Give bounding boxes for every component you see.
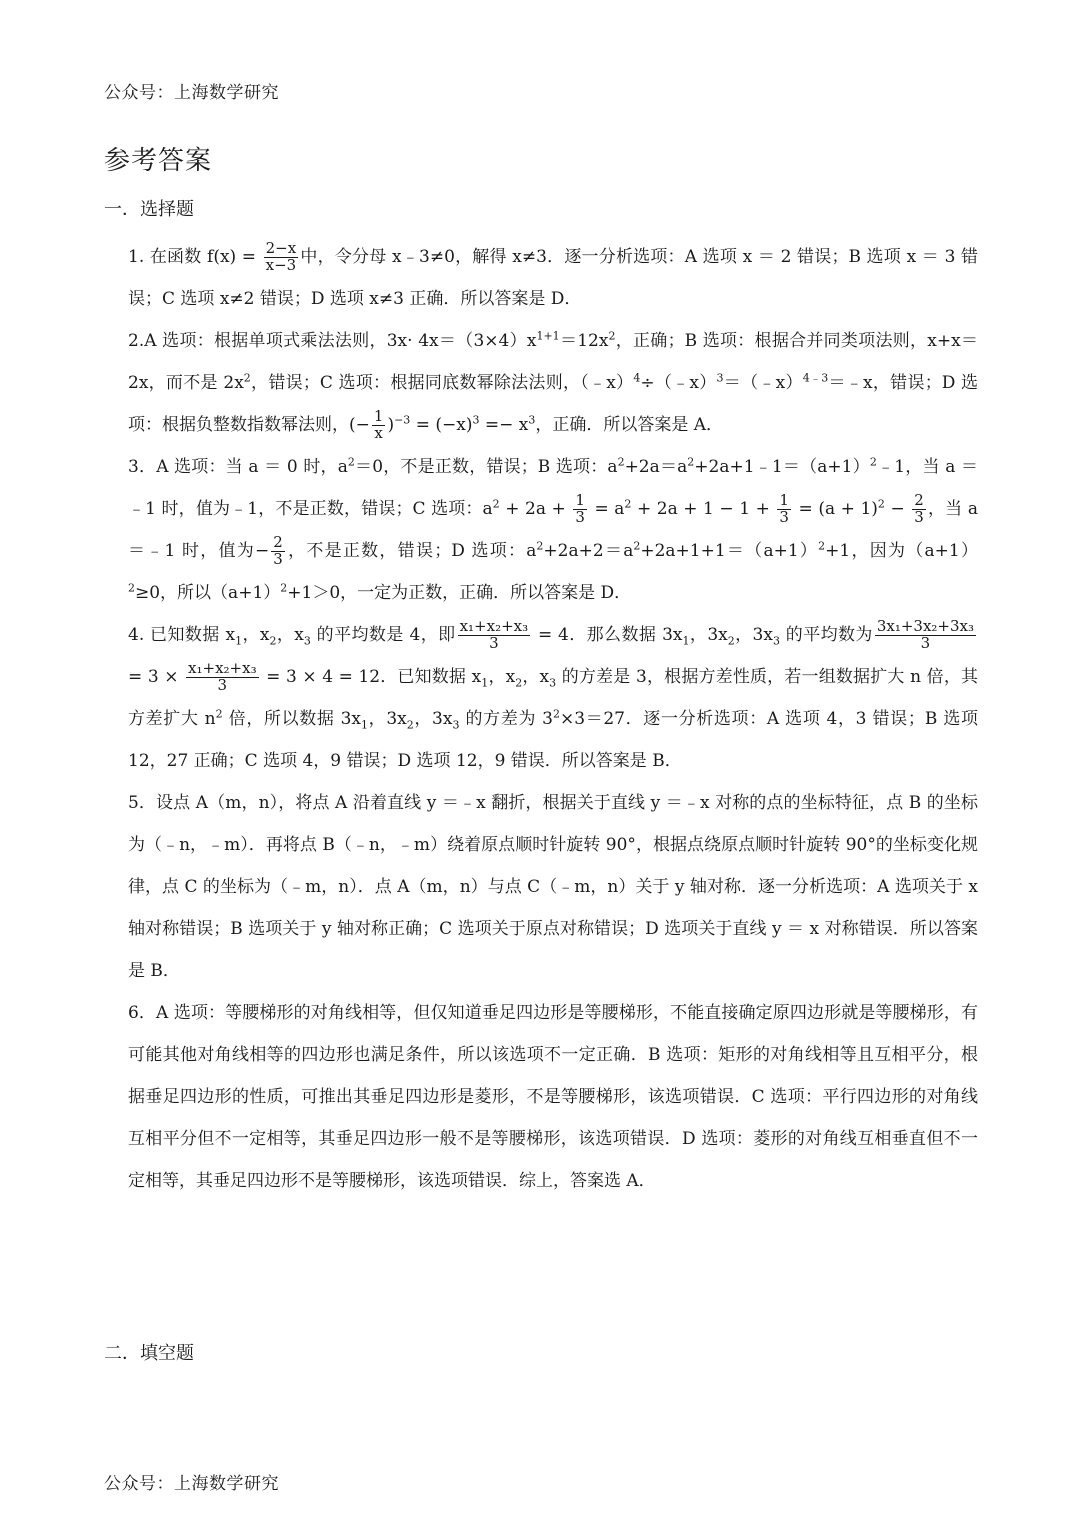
page-header: 公众号：上海数学研究 xyxy=(104,83,279,103)
fraction: $\frac{\text{3x₁+3x₂+3x₃}}{3}$ xyxy=(876,617,975,652)
fraction: $\frac{2}{3}$ xyxy=(914,491,924,526)
fraction: $\frac{1}{3}$ xyxy=(779,491,789,526)
page-footer: 公众号：上海数学研究 xyxy=(104,1474,279,1494)
answer-5: 5．设点 A（m，n），将点 A 沿着直线 y ＝﹣x 翻折，根据关于直线 y ＝﹣x 对称的点的坐标特征，点 B 的坐标为（﹣n，﹣m）．再将点 B（﹣n，﹣m）绕着原点顺时针旋转 90°，根据点绕原点顺时针旋转 90°的坐标变化规律，点 C 的坐标为（﹣m，n）．点 A（m，n）与点 C（﹣m，n）关于 y 轴对称．逐一分析选项：A 选项关于 x 轴对称错误；B 选项关于 y 轴对称正确；C 选项关于原点对称错误；D 选项关于直线 y ＝ x 对称错误．所以答案是 B． xyxy=(128,793,978,981)
fraction: $\frac{1}{3}$ xyxy=(575,491,585,526)
answer-3: 3．A 选项：当 a ＝ 0 时，$a^2=0$，不是正数，错误；B 选项：$a^2+2a=a^2+2a+1﹣1=(a+1)^2﹣1$，当 a ＝﹣1 时，值为﹣1，不是正数，错误；C 选项：$a^2 + 2a$ + $\frac{1}{3}$ = $a^2 + 2a + 1 - 1$ + $\frac{1}{3}$ = $(a + 1)^2$ − $\frac{2}{3}$ ，当 a ＝﹣1 时，值为− $\frac{2}{3}$ ，不是正数，错误；D 选项：$a^2+2a+2=a^2+2a+1+1=(a+1)^2+1$，因为$(a+1)^2\ge 0$，所以$(a+1)^2+1>0$，一定为正数，正确．所以答案是 D． xyxy=(128,455,978,603)
answer-4: 4. 已知数据 $x_1$，$x_2$，$x_3$ 的平均数是 4，即 $\frac{\text{x₁+x₂+x₃}}{3}$ = 4．那么数据 $3x_1$，$3x_2$，$3x_3$ 的平均数为 $\frac{\text{3x₁+3x₂+3x₃}}{3}$ = 3 × $\frac{\text{x₁+x₂+x₃}}{3}$ = 3 × 4 = 12．已知数据 $x_1$，$x_2$，$x_3$ 的方差是 3，根据方差性质，若一组数据扩大 n 倍，其方差扩大 $n^2$ 倍，所以数据 $3x_1$，$3x_2$，$3x_3$ 的方差为 $3^2\times 3=27$．逐一分析选项：A 选项 4，3 错误；B 选项 12，27 正确；C 选项 4，9 错误；D 选项 12，9 错误．所以答案是 B． xyxy=(128,617,979,771)
fraction: $\frac{\text{x₁+x₂+x₃}}{3}$ xyxy=(188,659,257,694)
section-heading-choice: 一．选择题 xyxy=(104,199,194,220)
fraction: $\frac{1}{x}$ xyxy=(373,407,384,442)
section-heading-fill: 二．填空题 xyxy=(104,1343,194,1364)
answer-1: 1. 在函数 f(x) = $\frac{2-x}{x-3}$ 中，令分母 x﹣3≠0，解得 x≠3．逐一分析选项：A 选项 x ＝ 2 错误；B 选项 x ＝ 3 错误；C 选项 x≠2 错误；D 选项 x≠3 正确．所以答案是 D． xyxy=(128,239,978,309)
fraction: $\frac{2-x}{x-3}$ xyxy=(265,239,297,274)
page-title: 参考答案 xyxy=(104,146,213,176)
fraction: $\frac{\text{x₁+x₂+x₃}}{3}$ xyxy=(459,617,529,652)
answer-body xyxy=(128,236,978,1202)
answer-6: 6．A 选项：等腰梯形的对角线相等，但仅知道垂足四边形是等腰梯形，不能直接确定原四边形就是等腰梯形，有可能其他对角线相等的四边形也满足条件，所以该选项不一定正确．B 选项：矩形的对角线相等且互相平分，根据垂足四边形的性质，可推出其垂足四边形是菱形，不是等腰梯形，该选项错误．C 选项：平行四边形的对角线互相平分但不一定相等，其垂足四边形一般不是等腰梯形，该选项错误．D 选项：菱形的对角线互相垂直但不一定相等，其垂足四边形不是等腰梯形，该选项错误．综上，答案选 A． xyxy=(128,1003,978,1191)
fraction: $\frac{2}{3}$ xyxy=(273,533,283,568)
answer-2: 2.A 选项：根据单项式乘法法则，$3x\cdot 4x=(3\times 4)x^{1+1}=12x^2$，正确；B 选项：根据合并同类项法则，x+x＝2x，而不是 $2x^2$，错误；C 选项：根据同底数幂除法法则，（﹣x）$^4$÷（﹣x）$^3$＝（﹣x）$^{4﹣3}$＝﹣x，错误；D 选项：根据负整数指数幂法则，(− $\frac{1}{x}$ )$^{-3} = (-x)^3 =- x^3$，正确．所以答案是 A． xyxy=(128,329,979,442)
